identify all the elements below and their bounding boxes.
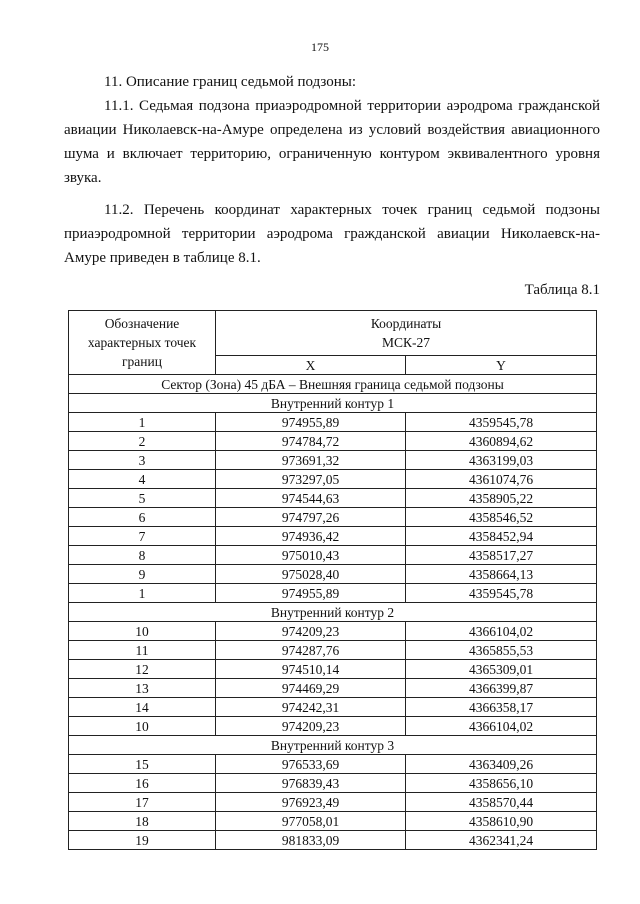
point-cell: 4 xyxy=(69,470,216,489)
sector-title: Сектор (Зона) 45 дБА – Внешняя граница седьмой подзоны xyxy=(69,375,597,394)
column-header-y: Y xyxy=(406,356,597,375)
table-row xyxy=(69,432,597,451)
y-cell: 4366104,02 xyxy=(406,622,597,641)
y-cell: 4358452,94 xyxy=(406,527,597,546)
point-cell: 3 xyxy=(69,451,216,470)
point-cell: 11 xyxy=(69,641,216,660)
table-caption: Таблица 8.1 xyxy=(524,282,600,298)
table-row xyxy=(69,470,597,489)
x-cell: 976533,69 xyxy=(216,755,406,774)
point-cell: 9 xyxy=(69,565,216,584)
x-cell: 974242,31 xyxy=(216,698,406,717)
table-row xyxy=(69,717,597,736)
table-row xyxy=(69,660,597,679)
point-cell: 10 xyxy=(69,622,216,641)
y-cell: 4363409,26 xyxy=(406,755,597,774)
coordinate-system-label: МСК-27 xyxy=(381,335,430,350)
y-cell: 4358546,52 xyxy=(406,508,597,527)
point-cell: 10 xyxy=(69,717,216,736)
coordinates-label: Координаты xyxy=(370,316,442,331)
x-cell: 974209,23 xyxy=(216,622,406,641)
x-cell: 973691,32 xyxy=(216,451,406,470)
x-cell: 974469,29 xyxy=(216,679,406,698)
table-row xyxy=(69,755,597,774)
point-cell: 6 xyxy=(69,508,216,527)
point-cell: 15 xyxy=(69,755,216,774)
y-cell: 4358570,44 xyxy=(406,793,597,812)
y-cell: 4366358,17 xyxy=(406,698,597,717)
x-cell: 974209,23 xyxy=(216,717,406,736)
table-row xyxy=(69,793,597,812)
y-cell: 4359545,78 xyxy=(406,413,597,432)
table-row xyxy=(69,622,597,641)
contour-title: Внутренний контур 2 xyxy=(69,603,597,622)
table-row xyxy=(69,565,597,584)
y-cell: 4363199,03 xyxy=(406,451,597,470)
table-row xyxy=(69,489,597,508)
section-heading: 11. Описание границ седьмой подзоны: xyxy=(104,74,356,90)
table-row xyxy=(69,641,597,660)
y-cell: 4358517,27 xyxy=(406,546,597,565)
page-number: 175 xyxy=(311,40,329,54)
y-cell: 4362341,24 xyxy=(406,831,597,850)
paragraph-11-2: 11.2. Перечень координат характерных точек границ седьмой подзоны приаэродромной территории аэродрома гражданской авиации Николаевск-на-Амуре приведен в таблице 8.1. xyxy=(64,202,600,266)
point-cell: 1 xyxy=(69,413,216,432)
paragraph-11-1: 11.1. Седьмая подзона приаэродромной территории аэродрома гражданской авиации Николаевск-на-Амуре определена из условий воздействия авиационного шума и включает территорию, ограниченную контуром эквивалентного уровня звука. xyxy=(64,98,600,186)
contour-title: Внутренний контур 1 xyxy=(69,394,597,413)
point-cell: 14 xyxy=(69,698,216,717)
point-cell: 2 xyxy=(69,432,216,451)
x-cell: 974544,63 xyxy=(216,489,406,508)
point-cell: 16 xyxy=(69,774,216,793)
y-cell: 4366104,02 xyxy=(406,717,597,736)
x-cell: 974784,72 xyxy=(216,432,406,451)
y-cell: 4360894,62 xyxy=(406,432,597,451)
y-cell: 4359545,78 xyxy=(406,584,597,603)
y-cell: 4365855,53 xyxy=(406,641,597,660)
x-cell: 977058,01 xyxy=(216,812,406,831)
column-header-coordinates xyxy=(216,311,597,356)
coordinates-table xyxy=(68,310,597,850)
x-cell: 981833,09 xyxy=(216,831,406,850)
x-cell: 974797,26 xyxy=(216,508,406,527)
table-row xyxy=(69,508,597,527)
point-cell: 5 xyxy=(69,489,216,508)
x-cell: 975028,40 xyxy=(216,565,406,584)
y-cell: 4365309,01 xyxy=(406,660,597,679)
point-cell: 17 xyxy=(69,793,216,812)
table-row xyxy=(69,413,597,432)
column-header-x: X xyxy=(216,356,406,375)
x-cell: 974955,89 xyxy=(216,413,406,432)
column-header-point: Обозначение характерных точек границ xyxy=(69,311,216,375)
contour-title: Внутренний контур 3 xyxy=(69,736,597,755)
table-row xyxy=(69,546,597,565)
x-cell: 974287,76 xyxy=(216,641,406,660)
table-row xyxy=(69,698,597,717)
y-cell: 4366399,87 xyxy=(406,679,597,698)
x-cell: 974510,14 xyxy=(216,660,406,679)
table-row xyxy=(69,812,597,831)
y-cell: 4358656,10 xyxy=(406,774,597,793)
y-cell: 4361074,76 xyxy=(406,470,597,489)
table-row xyxy=(69,451,597,470)
table-row xyxy=(69,774,597,793)
point-cell: 7 xyxy=(69,527,216,546)
table-row xyxy=(69,584,597,603)
x-cell: 976839,43 xyxy=(216,774,406,793)
point-cell: 19 xyxy=(69,831,216,850)
point-cell: 12 xyxy=(69,660,216,679)
x-cell: 974955,89 xyxy=(216,584,406,603)
y-cell: 4358664,13 xyxy=(406,565,597,584)
x-cell: 974936,42 xyxy=(216,527,406,546)
point-cell: 13 xyxy=(69,679,216,698)
table-row xyxy=(69,679,597,698)
table-row xyxy=(69,527,597,546)
x-cell: 975010,43 xyxy=(216,546,406,565)
y-cell: 4358905,22 xyxy=(406,489,597,508)
y-cell: 4358610,90 xyxy=(406,812,597,831)
point-cell: 18 xyxy=(69,812,216,831)
x-cell: 973297,05 xyxy=(216,470,406,489)
table-row xyxy=(69,831,597,850)
point-cell: 8 xyxy=(69,546,216,565)
point-cell: 1 xyxy=(69,584,216,603)
x-cell: 976923,49 xyxy=(216,793,406,812)
